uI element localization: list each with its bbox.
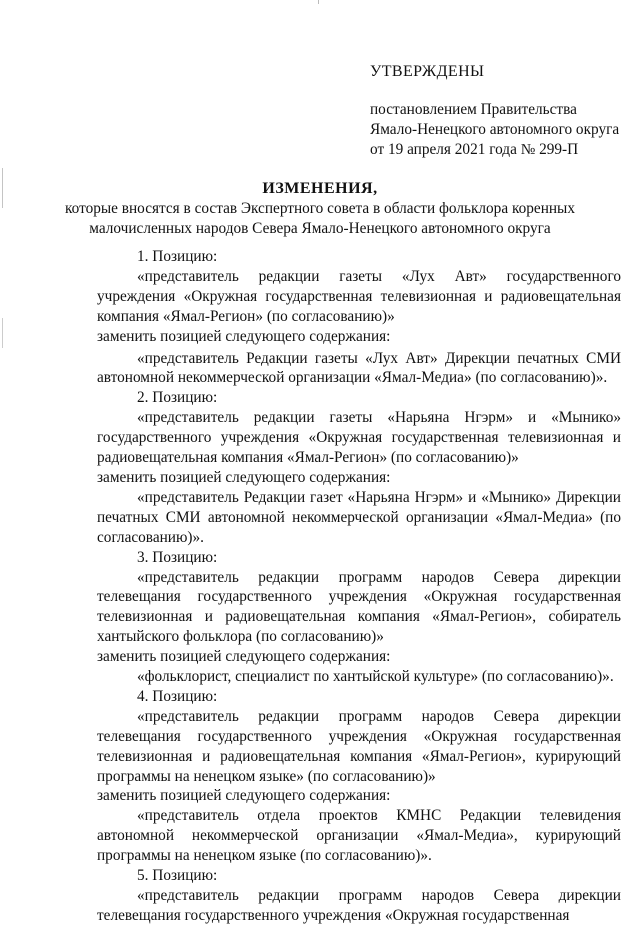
item-3-new-text: «фольклорист, специалист по хантыйской культуре» (по согласованию)». bbox=[137, 668, 614, 686]
item-2-old-text: «представитель редакции газеты «Нарьяна Нгэрм» и «Мынико» государственного учреждения «Окружная государственная телевизионная и радиовещательная компания «Ямал-Регион» (по согласованию)» bbox=[97, 409, 621, 467]
item-4-number: 4. Позицию: bbox=[137, 687, 218, 705]
item-1-replace-text: заменить позицией следующего содержания: bbox=[97, 327, 391, 345]
approval-details bbox=[370, 100, 635, 160]
approval-line-1: постановлением Правительства bbox=[370, 101, 577, 118]
item-2-new-text: «представитель Редакции газет «Нарьяна Нгэрм» и «Мынико» Дирекции печатных СМИ автономной некоммерческой организации «Ямал-Медиа» (по согласованию)». bbox=[97, 488, 621, 546]
item-1-number: 1. Позицию: bbox=[137, 248, 218, 265]
item-1-old-text: «представитель редакции газеты «Лух Авт» государственного учреждения «Окружная государственная телевизионная и радиовещательная компания «Ямал-Регион» (по согласованию)» bbox=[97, 267, 621, 325]
item-4-replace-text: заменить позицией следующего содержания: bbox=[97, 787, 391, 805]
item-1-new-text: «представитель Редакции газеты «Лух Авт» Дирекции печатных СМИ автономной некоммерческой организации «Ямал-Медиа» (по согласованию)». bbox=[97, 349, 621, 387]
document-body bbox=[97, 247, 621, 926]
item-2-replace-text: заменить позицией следующего содержания: bbox=[97, 468, 391, 486]
item-4-new-text: «представитель отдела проектов КМНС Редакции телевидения автономной некоммерческой организации «Ямал-Медиа», курирующий программы на ненецком языке (по согласованию)». bbox=[97, 807, 621, 865]
item-3-number: 3. Позицию: bbox=[137, 548, 218, 566]
document-subtitle-line-2: малочисленных народов Севера Ямало-Ненецкого автономного округа bbox=[89, 220, 551, 237]
approval-heading: УТВЕРЖДЕНЫ bbox=[370, 63, 485, 80]
item-3-old-text: «представитель редакции программ народов Севера дирекции телевещания государственного учреждения «Окружная государственная телевизионная и радиовещательная компания «Ямал-Регион», собиратель хантыйского фольклора (по согласованию)» bbox=[97, 568, 621, 646]
approval-line-2: Ямало-Ненецкого автономного округа bbox=[370, 121, 620, 138]
item-4-old-text: «представитель редакции программ народов Севера дирекции телевещания государственного учреждения «Окружная государственная телевизионная и радиовещательная компания «Ямал-Регион», курирующий программы на ненецком языке» (по согласованию)» bbox=[97, 707, 621, 785]
document-subtitle-line-1: которые вносятся в состав Экспертного совета в области фольклора коренных bbox=[64, 200, 575, 217]
approval-line-3: от 19 апреля 2021 года № 299-П bbox=[370, 141, 579, 158]
approval-stamp bbox=[370, 62, 635, 160]
scan-mark-top bbox=[318, 0, 319, 4]
item-5-number: 5. Позицию: bbox=[137, 867, 218, 885]
document-title-block bbox=[0, 179, 640, 239]
item-2-number: 2. Позицию: bbox=[137, 389, 218, 407]
scan-mark-left-2 bbox=[2, 318, 3, 348]
item-3-replace-text: заменить позицией следующего содержания: bbox=[97, 648, 391, 666]
item-5-old-text: «представитель редакции программ народов Севера дирекции телевещания государственного учреждения «Окружная государственная bbox=[97, 887, 621, 924]
document-title: ИЗМЕНЕНИЯ, bbox=[262, 180, 378, 197]
